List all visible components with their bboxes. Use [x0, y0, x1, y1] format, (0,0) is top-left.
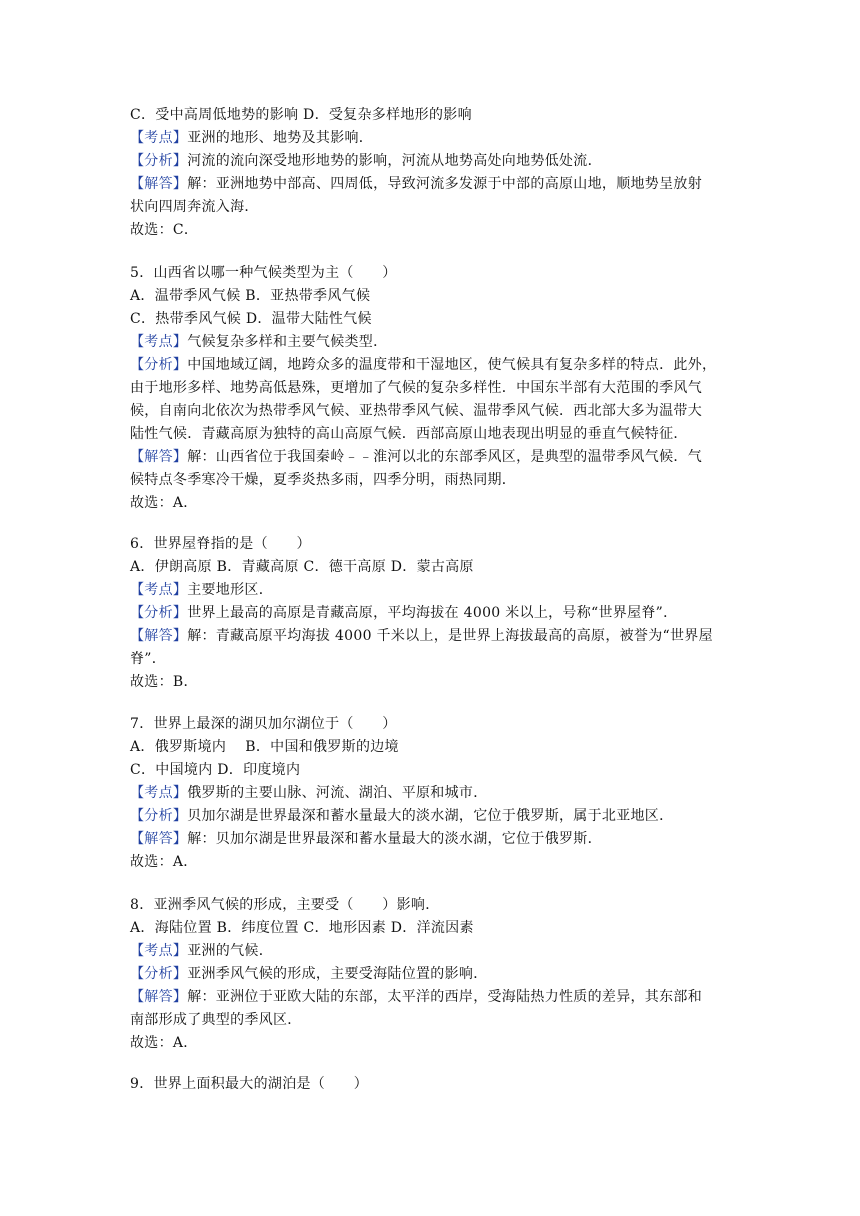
kaodian-row [130, 782, 735, 805]
options-line: C．中国境内 D．印度境内 [130, 762, 301, 778]
fenxi-row [130, 150, 735, 173]
fenxi-tag: 【分析】 [130, 966, 188, 982]
question-7 [130, 713, 735, 874]
fenxi-text: 亚洲季风气候的形成，主要受海陆位置的影响． [187, 966, 488, 982]
jieda-tag: 【解答】 [130, 628, 188, 644]
kaodian-row [130, 331, 735, 354]
jieda-row [130, 625, 735, 648]
jieda-row [130, 173, 735, 196]
question-stem: 9．世界上面积最大的湖泊是（ ） [130, 1076, 369, 1092]
fenxi-continuation: 由于地形多样、地势高低悬殊，更增加了气候的复杂多样性．中国东半部有大范围的季风气 [130, 380, 702, 396]
answer-line: 故选：C． [130, 222, 199, 238]
fenxi-tag: 【分析】 [130, 357, 188, 373]
jieda-text: 解：亚洲地势中部高、四周低，导致河流多发源于中部的高原山地，顺地势呈放射 [187, 176, 703, 192]
fenxi-row [130, 805, 735, 828]
kaodian-text: 亚洲的气候． [187, 943, 274, 959]
options-line: C．受中高周低地势的影响 D．受复杂多样地形的影响 [130, 107, 472, 123]
question-5 [130, 262, 735, 515]
fenxi-text: 贝加尔湖是世界最深和蓄水量最大的淡水湖，它位于俄罗斯，属于北亚地区． [187, 808, 674, 824]
fenxi-continuation: 陆性气候．青藏高原为独特的高山高原气候．西部高原山地表现出明显的垂直气候特征． [130, 426, 688, 442]
jieda-tag: 【解答】 [130, 989, 188, 1005]
kaodian-tag: 【考点】 [130, 582, 188, 598]
jieda-row [130, 446, 735, 469]
answer-line: 故选：A． [130, 1035, 198, 1051]
fenxi-tag: 【分析】 [130, 605, 188, 621]
options-line: A．海陆位置 B．纬度位置 C．地形因素 D．洋流因素 [130, 920, 474, 936]
options-line: A．俄罗斯境内 B．中国和俄罗斯的边境 [130, 739, 399, 755]
question-6 [130, 533, 735, 694]
jieda-text: 解：山西省位于我国秦岭﹣﹣淮河以北的东部季风区，是典型的温带季风气候．气 [187, 449, 703, 465]
question-stem: 8．亚洲季风气候的形成，主要受（ ）影响． [130, 897, 440, 913]
jieda-row [130, 828, 735, 851]
fenxi-text: 河流的流向深受地形地势的影响，河流从地势高处向地势低处流． [187, 153, 602, 169]
options-line: A．温带季风气候 B．亚热带季风气候 [130, 288, 371, 304]
jieda-continuation: 候特点冬季寒冷干燥，夏季炎热多雨，四季分明，雨热同期． [130, 472, 517, 488]
question-8 [130, 894, 735, 1055]
answer-line: 故选：A． [130, 854, 198, 870]
kaodian-tag: 【考点】 [130, 130, 188, 146]
kaodian-text: 气候复杂多样和主要气候类型． [187, 334, 388, 350]
kaodian-row [130, 940, 735, 963]
jieda-continuation: 脊”． [130, 651, 167, 667]
jieda-text: 解：青藏高原平均海拔 4000 千米以上，是世界上海拔最高的高原，被誉为“世界屋 [187, 628, 713, 644]
kaodian-text: 俄罗斯的主要山脉、河流、湖泊、平原和城市． [187, 785, 488, 801]
answer-line: 故选：B． [130, 674, 198, 690]
fenxi-tag: 【分析】 [130, 808, 188, 824]
fenxi-row [130, 963, 735, 986]
fenxi-row [130, 602, 735, 625]
kaodian-tag: 【考点】 [130, 943, 188, 959]
jieda-tag: 【解答】 [130, 831, 188, 847]
kaodian-tag: 【考点】 [130, 785, 188, 801]
jieda-text: 解：贝加尔湖是世界最深和蓄水量最大的淡水湖，它位于俄罗斯． [187, 831, 602, 847]
kaodian-row [130, 579, 735, 602]
fenxi-text: 中国地域辽阔，地跨众多的温度带和干湿地区，使气候具有复杂多样的特点．此外， [187, 357, 717, 373]
options-line: A．伊朗高原 B．青藏高原 C．德干高原 D．蒙古高原 [130, 559, 474, 575]
answer-line: 故选：A． [130, 495, 198, 511]
question-stem: 6．世界屋脊指的是（ ） [130, 536, 311, 552]
fenxi-row [130, 354, 735, 377]
kaodian-text: 亚洲的地形、地势及其影响． [187, 130, 374, 146]
question-9 [130, 1073, 735, 1096]
jieda-continuation: 南部形成了典型的季风区． [130, 1012, 302, 1028]
question-stem: 5．山西省以哪一种气候类型为主（ ） [130, 265, 397, 281]
question-stem: 7．世界上最深的湖贝加尔湖位于（ ） [130, 716, 397, 732]
fenxi-continuation: 候，自南向北依次为热带季风气候、亚热带季风气候、温带季风气候．西北部大多为温带大 [130, 403, 702, 419]
kaodian-row [130, 127, 735, 150]
kaodian-tag: 【考点】 [130, 334, 188, 350]
options-line: C．热带季风气候 D．温带大陆性气候 [130, 311, 372, 327]
kaodian-text: 主要地形区． [187, 582, 274, 598]
fenxi-tag: 【分析】 [130, 153, 188, 169]
jieda-text: 解：亚洲位于亚欧大陆的东部，太平洋的西岸，受海陆热力性质的差异，其东部和 [187, 989, 703, 1005]
jieda-row [130, 986, 735, 1009]
fenxi-text: 世界上最高的高原是青藏高原，平均海拔在 4000 米以上，号称“世界屋脊”． [187, 605, 678, 621]
question-4-tail [130, 104, 735, 242]
jieda-tag: 【解答】 [130, 176, 188, 192]
jieda-continuation: 状向四周奔流入海． [130, 199, 259, 215]
jieda-tag: 【解答】 [130, 449, 188, 465]
